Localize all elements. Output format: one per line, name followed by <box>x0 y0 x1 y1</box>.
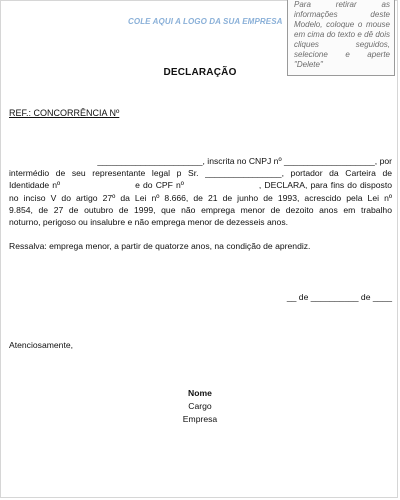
document-title: DECLARAÇÃO <box>163 67 237 78</box>
declaration-line: intermédio de seu representante legal p Sr. ________________, portador da Carteira de <box>9 168 392 179</box>
declaration-line: ______________________, inscrita no CNPJ nº ___________________, por <box>97 156 392 166</box>
logo-placeholder[interactable]: COLE AQUI A LOGO DA SUA EMPRESA <box>128 17 283 26</box>
declaration-line: no inciso V do artigo 27º da Lei nº 8.666, de 21 de junho de 1993, acrescido pela Lei nº <box>9 192 392 203</box>
declaration-line: noturno, perigoso ou insalubre e não emprega menor de dezesseis anos. <box>9 217 288 228</box>
signature-role[interactable]: Cargo <box>188 401 212 411</box>
declaration-paragraph[interactable] <box>9 155 392 228</box>
ressalva-line[interactable] <box>9 241 310 251</box>
declaration-line: 9.854, de 27 de outubro de 1999, que não emprega menor de dezoito anos em trabalho <box>9 204 392 215</box>
declaration-line: Identidade nº e do CPF nº , DECLARA, para fins do disposto <box>9 180 392 191</box>
ressalva-text: Ressalva: emprega menor, a partir de quatorze anos, na condição de aprendiz. <box>9 241 311 251</box>
closing-text: Atenciosamente, <box>9 340 74 350</box>
signature-company[interactable]: Empresa <box>182 414 218 424</box>
signature-name[interactable]: Nome <box>188 388 212 398</box>
date-line[interactable]: __ de __________ de ____ <box>286 292 392 302</box>
instructions-note-box[interactable]: Para retirar as informações deste Modelo, coloque o mouse em cima do texto e dê dois cliques seguidos, selecione e aperte "Delete" <box>287 0 395 76</box>
reference-line[interactable]: REF.: CONCORRÊNCIA Nº <box>9 108 120 118</box>
